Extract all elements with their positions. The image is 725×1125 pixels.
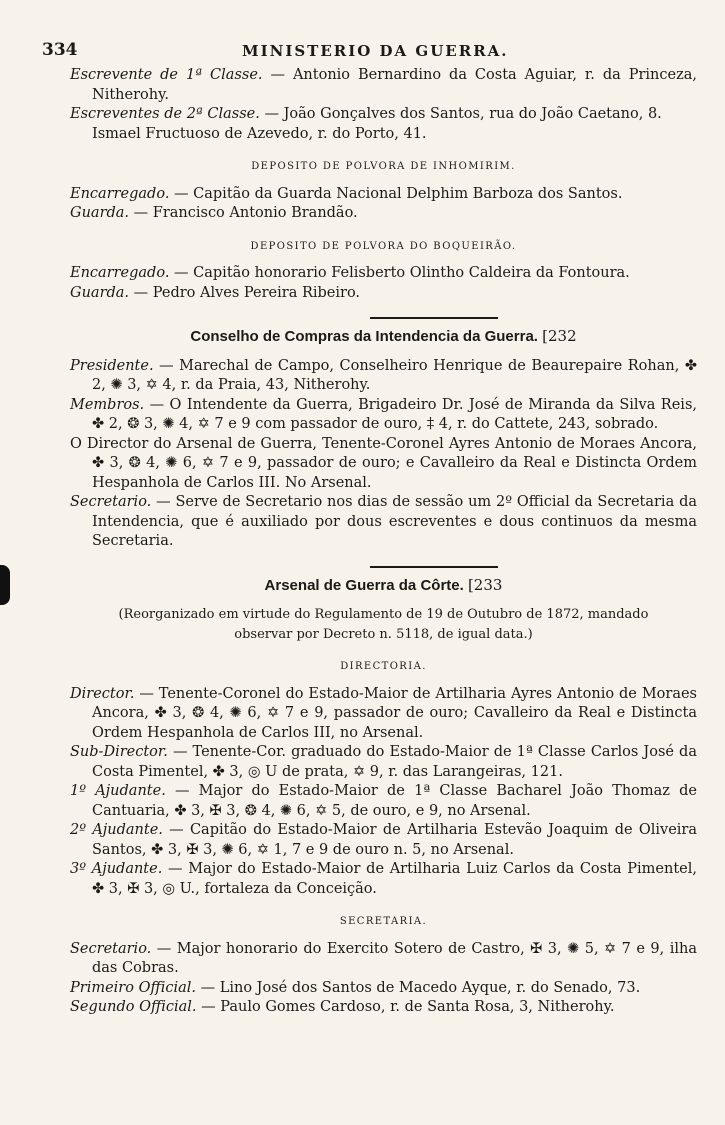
entry-text: — Pedro Alves Pereira Ribeiro.: [129, 284, 361, 301]
section-title-text: Conselho de Compras da Intendencia da Guerra.: [190, 328, 538, 345]
role-label: 3º Ajudante.: [70, 861, 163, 877]
entry-text: — Francisco Antonio Brandão.: [129, 205, 358, 221]
role-label: Membros.: [70, 396, 145, 413]
entry-escrevente-ismael: Ismael Fructuoso de Azevedo, r. do Porto, 41.: [92, 125, 427, 142]
page-header: [42, 40, 697, 62]
role-label: Segundo Official.: [70, 999, 197, 1015]
entry-text: — Tenente-Cor. graduado do Estado-Maior de 1ª Classe Carlos José da Costa Pimentel, ✤ 3, ◎ U de prata, ✡ 9, r. das Larangeiras, 121.: [92, 744, 697, 780]
section-divider: [370, 566, 498, 568]
role-label: 1º Ajudante.: [70, 783, 166, 799]
role-label: Escrevente de 1ª Classe.: [70, 67, 263, 83]
entry-text: — Lino José dos Santos de Macedo Ayque, r. do Senado, 73.: [196, 979, 641, 996]
role-label: Encarregado.: [70, 265, 170, 281]
role-label: Primeiro Official.: [70, 979, 197, 996]
entry-conselho-presidente: [70, 357, 697, 396]
entry-inhomirim-guarda: [70, 204, 697, 224]
role-label: Presidente.: [70, 357, 154, 374]
entry-text: — Capitão do Estado-Maior de Artilharia Estevão Joaquim de Oliveira Santos, ✤ 3, ✠ 3, ✺ 6, ✡ 1, 7 e 9 de ouro n. 5, no Arsenal.: [92, 822, 697, 858]
section-divider: [370, 317, 498, 319]
running-head: MINISTERIO DA GUERRA.: [242, 42, 509, 60]
entry-arsenal-ajudante-1: [70, 782, 697, 821]
entry-arsenal-segundo-official: [70, 998, 697, 1018]
entry-text: — Marechal de Campo, Conselheiro Henrique de Beaurepaire Rohan, ✤ 2, ✺ 3, ✡ 4, r. da Praia, 43, Nitherohy.: [92, 357, 697, 393]
role-label: Guarda.: [70, 205, 130, 221]
role-label: Guarda.: [70, 284, 130, 301]
entry-text: — Serve de Secretario nos dias de sessão um 2º Official da Secretaria da Intendencia, que é auxiliado por dous escreventes e dous continuos da mesma Secretaria.: [92, 494, 697, 549]
role-label: Secretario.: [70, 940, 152, 957]
subheading-directoria: DIRECTORIA.: [340, 661, 427, 672]
section-note: (Reorganizado em virtude do Regulamento de 19 de Outubro de 1872, mandado observar por Decreto n. 5118, de igual data.): [118, 607, 649, 642]
entry-arsenal-secretario: [70, 940, 697, 979]
section-number: [232: [542, 327, 577, 345]
entry-arsenal-sub-director: [70, 743, 697, 782]
entry-arsenal-primeiro-official: [70, 979, 697, 999]
entry-text: — Capitão da Guarda Nacional Delphim Barboza dos Santos.: [169, 185, 623, 202]
role-label: 2º Ajudante.: [70, 822, 163, 838]
section-number: [233: [467, 575, 503, 594]
subheading-secretaria: SECRETARIA.: [339, 916, 428, 927]
entry-text: — Antonio Bernardino da Costa Aguiar, r. da Princeza, Nitherohy.: [92, 67, 697, 103]
entry-text: — Tenente-Coronel do Estado-Maior de Artilharia Ayres Antonio de Moraes Ancora, ✤ 3, ❂ 4, ✺ 6, ✡ 7 e 9, passador de ouro; Cavalleiro da Real e Distincta Ordem Hespanhola de Carlos III, no Arsenal.: [92, 685, 697, 741]
entry-text: — Major honorario do Exercito Sotero de Castro, ✠ 3, ✺ 5, ✡ 7 e 9, ilha das Cobras.: [92, 940, 697, 976]
section-title-arsenal: [70, 576, 697, 596]
entry-text: — João Gonçalves dos Santos, rua do João Caetano, 8.: [259, 106, 662, 122]
subheading-boqueirao: DEPOSITO DE POLVORA DO BOQUEIRÃO.: [250, 240, 517, 252]
section-title-text: Arsenal de Guerra da Côrte.: [264, 576, 464, 594]
entry-arsenal-ajudante-2: [70, 821, 697, 860]
ink-blot: [0, 565, 10, 605]
role-label: Director.: [70, 685, 135, 702]
entry-text: — Major do Estado-Maior de Artilharia Luiz Carlos da Costa Pimentel, ✤ 3, ✠ 3, ◎ U., fortaleza da Conceição.: [92, 861, 697, 897]
entry-escreventes-2: [70, 105, 697, 125]
subheading-inhomirim: DEPOSITO DE POLVORA DE INHOMIRIM.: [251, 161, 516, 172]
entry-text: — Paulo Gomes Cardoso, r. de Santa Rosa, 3, Nitherohy.: [196, 999, 615, 1015]
entry-text: — Capitão honorario Felisberto Olintho Caldeira da Fontoura.: [169, 265, 630, 281]
entry-text: — O Intendente da Guerra, Brigadeiro Dr. José de Miranda da Silva Reis, ✤ 2, ❂ 3, ✺ 4, ✡ 7 e 9 com passador de ouro, ‡ 4, r. do Cattete, 243, sobrado.: [92, 396, 697, 432]
entry-boqueirao-guarda: [70, 284, 697, 304]
role-label: Encarregado.: [70, 185, 170, 202]
role-label: Escreventes de 2ª Classe.: [70, 106, 260, 122]
page-number: 334: [42, 40, 78, 60]
entry-inhomirim-encarregado: [70, 185, 697, 205]
role-label: Sub-Director.: [70, 744, 168, 760]
entry-escrevente-1: [70, 66, 697, 105]
role-label: Secretario.: [70, 494, 152, 510]
page-content: [70, 66, 697, 1018]
entry-conselho-director: O Director do Arsenal de Guerra, Tenente-Coronel Ayres Antonio de Moraes Ancora, ✤ 3, ❂ 4, ✺ 6, ✡ 7 e 9, passador de ouro; e Cavalleiro da Real e Distincta Ordem Hespanhola de Carlos III. No Arsenal.: [70, 435, 697, 491]
entry-text: — Major do Estado-Maior de 1ª Classe Bacharel João Thomaz de Cantuaria, ✤ 3, ✠ 3, ❂ 4, ✺ 6, ✡ 5, de ouro, e 9, no Arsenal.: [92, 783, 697, 819]
entry-arsenal-ajudante-3: [70, 860, 697, 899]
entry-conselho-secretario: [70, 493, 697, 552]
entry-boqueirao-encarregado: [70, 264, 697, 284]
entry-arsenal-director: [70, 685, 697, 744]
section-title-conselho: [70, 327, 697, 347]
entry-conselho-membros: [70, 396, 697, 435]
